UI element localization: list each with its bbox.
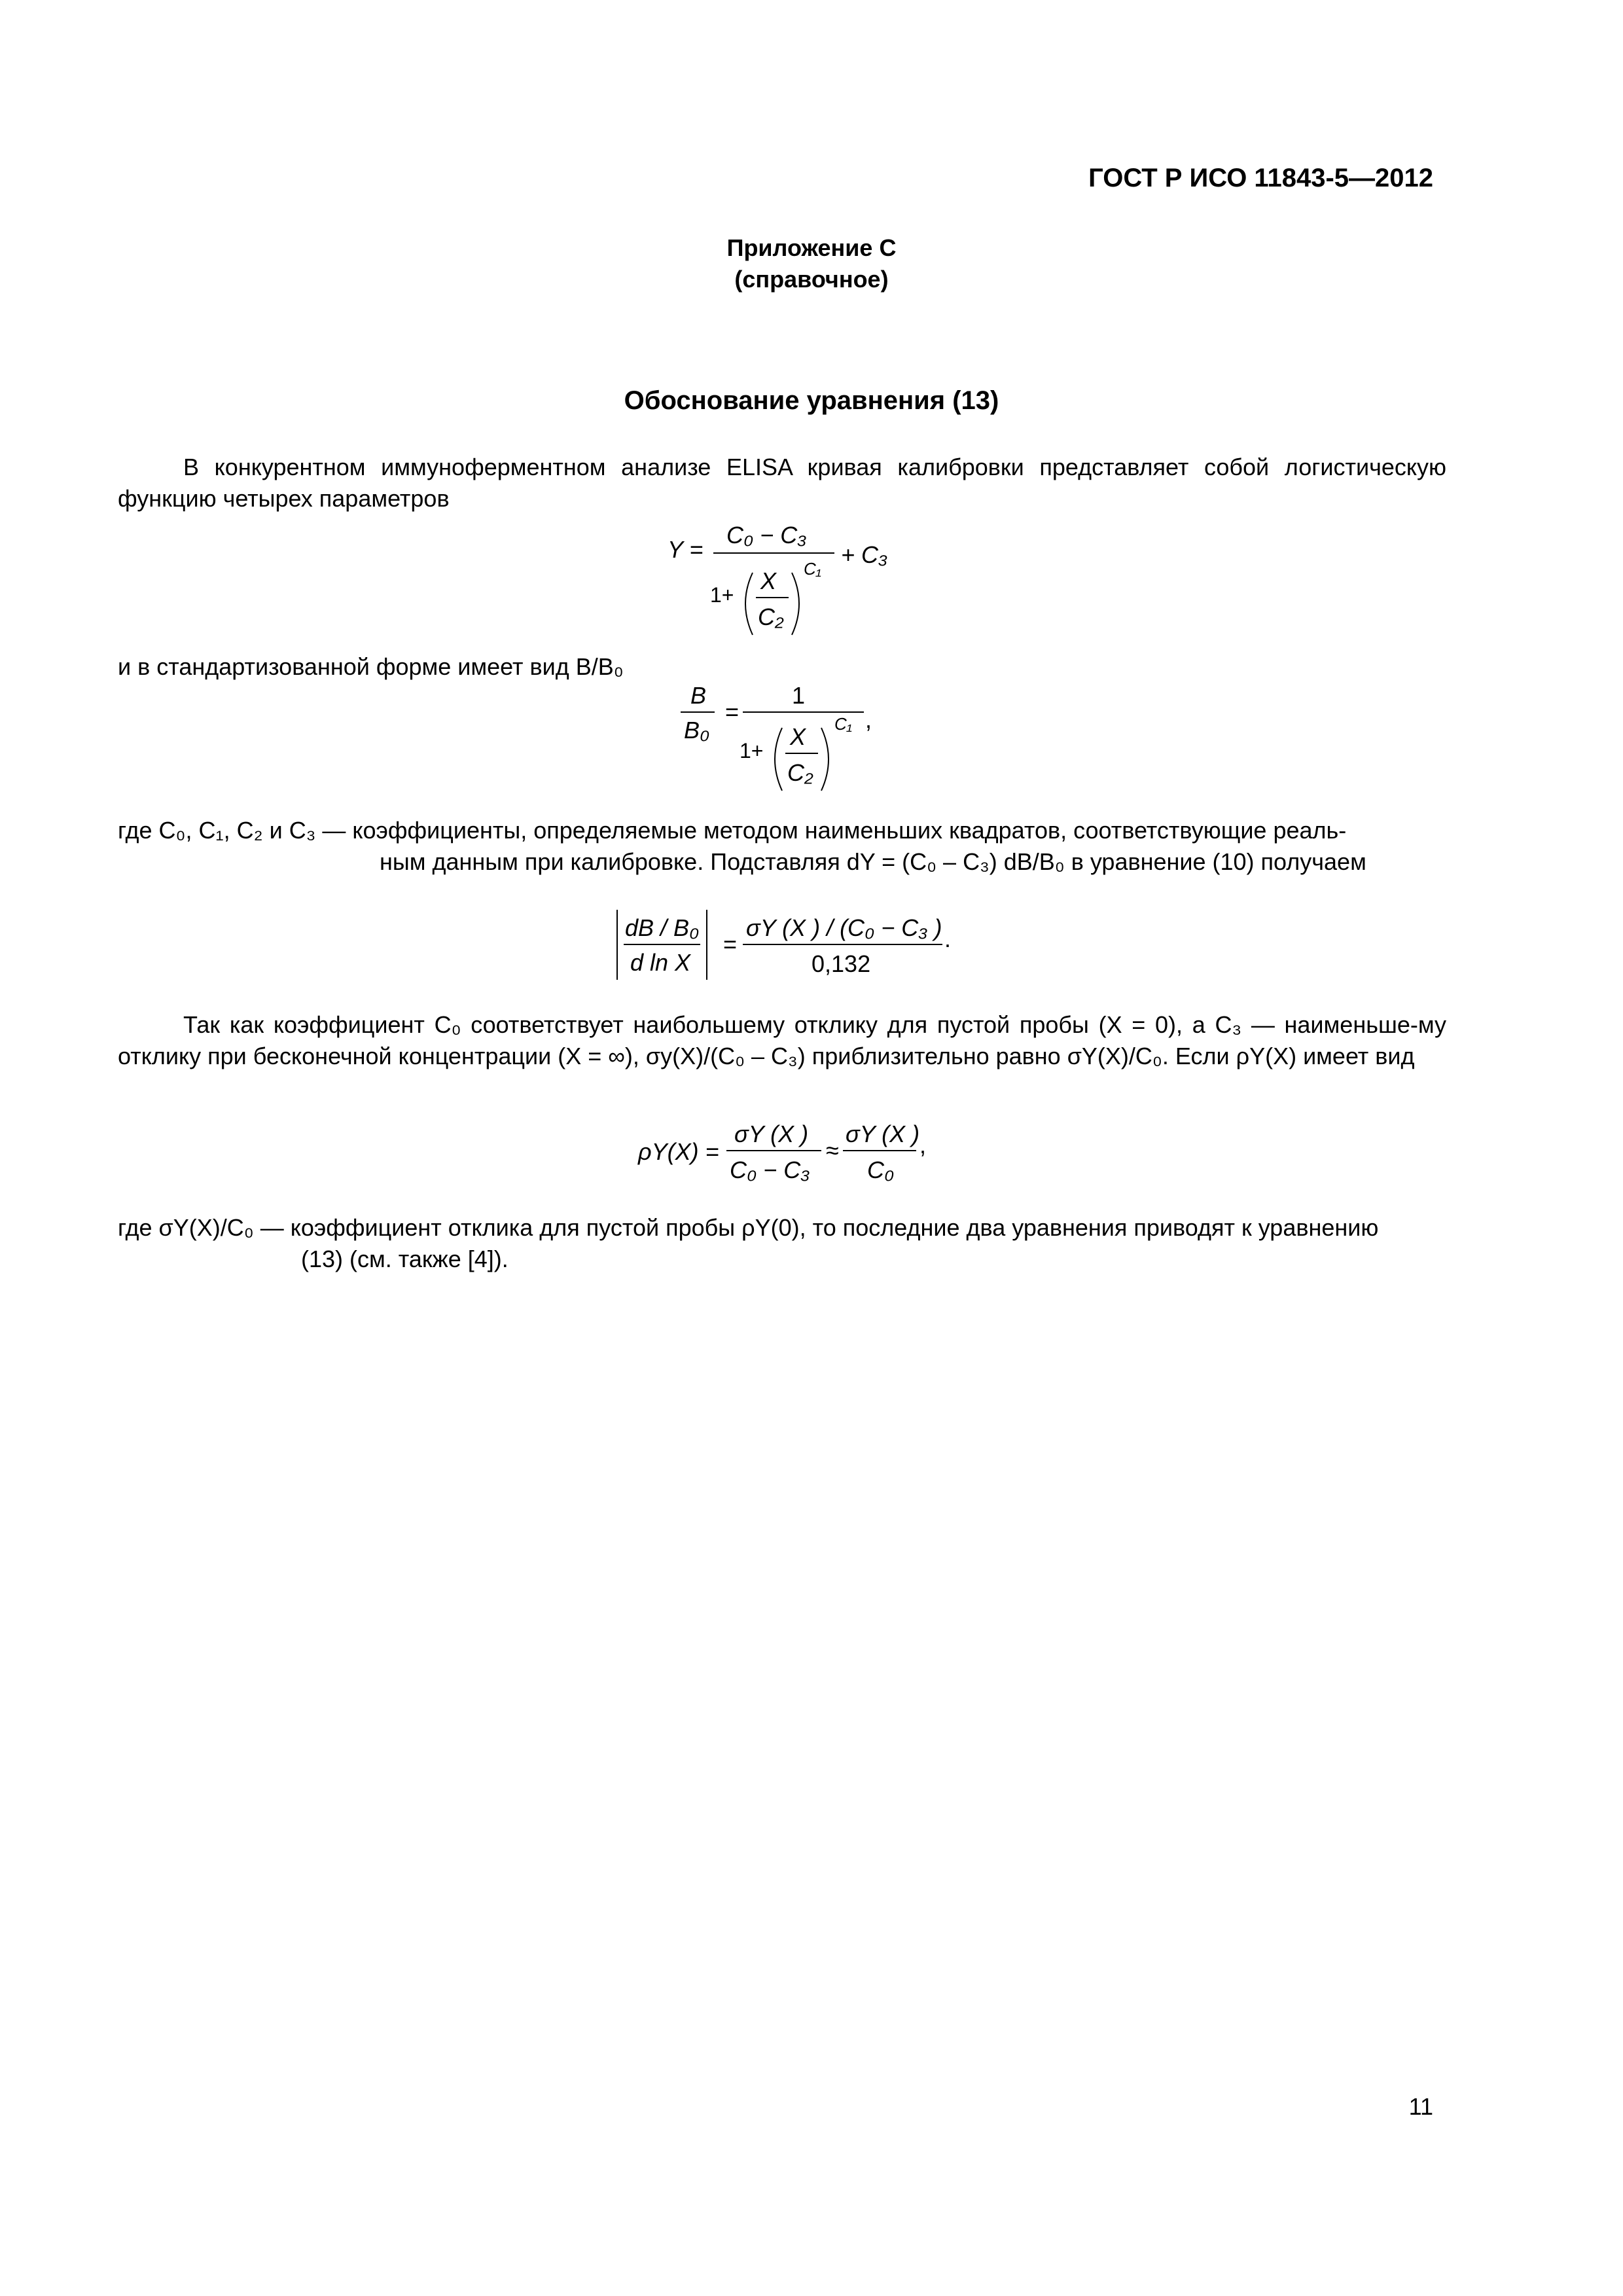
formula-text: . — [944, 925, 952, 952]
formula-text: ρY(X) = — [638, 1138, 719, 1165]
paragraph-standardized: и в стандартизованной форме имеет вид B/B₀ — [118, 653, 624, 680]
formula-text: 1 — [792, 682, 806, 709]
formula-text: X — [790, 723, 806, 750]
formula-text: d ln X — [630, 949, 691, 976]
right-paren — [821, 728, 829, 791]
paragraph-coefficients — [118, 815, 1446, 878]
conclusion-continuation: (13) (см. также [4]). — [301, 1246, 508, 1272]
formula-text: C₂ — [787, 759, 813, 786]
formula-text: ≈ — [826, 1137, 839, 1164]
formula-text: + C₃ — [841, 541, 888, 568]
appendix-name: Приложение С — [726, 234, 897, 261]
appendix-label — [0, 232, 1623, 295]
formula-text: Y = — [668, 536, 704, 563]
formula-text: = — [725, 698, 740, 725]
formula-text: dB / B₀ — [625, 914, 700, 941]
formula-text: 1+ — [740, 739, 764, 762]
formula-text: , — [919, 1132, 927, 1158]
formula-text: σY (X ) / (C₀ − C₃ ) — [746, 914, 942, 941]
formula-text: 0,132 — [812, 950, 871, 977]
appendix-type: (справочное) — [734, 266, 889, 293]
page-number: 11 — [1408, 2093, 1433, 2120]
coefficients-continuation: ным данным при калибровке. Подставляя dY = (C₀ – C₃) dB/B₀ в уравнение (10) получаем — [380, 848, 1366, 875]
paragraph-conclusion — [118, 1212, 1446, 1275]
section-title: Обоснование уравнения (13) — [624, 386, 999, 415]
document-id: ГОСТ Р ИСО 11843-5—2012 — [1088, 164, 1433, 192]
formula-text: X — [760, 567, 777, 594]
formula-text: σY (X ) — [846, 1121, 920, 1147]
left-paren — [745, 573, 753, 635]
formula-text: C₂ — [758, 603, 784, 630]
formula-text: 1+ — [710, 583, 734, 607]
left-paren — [775, 728, 782, 791]
formula-text: σY (X ) — [734, 1121, 809, 1147]
formula-derivative — [612, 906, 952, 985]
formula-text: B — [690, 682, 707, 709]
formula-response-coefficient — [635, 1113, 949, 1191]
formula-text: C₁ — [834, 714, 852, 734]
formula-text: C₀ − C₃ — [726, 522, 807, 548]
formula-text: C₁ — [804, 559, 821, 579]
right-paren — [792, 573, 799, 635]
formula-text: B₀ — [684, 717, 710, 744]
coefficients-lead: где C₀, C₁, C₂ и C₃ — коэффициенты, определяемые методом наименьших квадратов, соответствующие реаль- — [118, 817, 1347, 844]
paragraph-blank-response: Так как коэффициент C₀ соответствует наибольшему отклику для пустой пробы (X = 0), а C₃ — наименьше-му отклику при бесконечной концентрации (X = ∞), σy(X)/(C₀ – C₃) приблизительно равно σY(X)/C₀. Если ρY(X) имеет вид — [118, 1011, 1446, 1069]
formula-text: = — [723, 931, 738, 958]
formula-text: C₀ — [867, 1157, 895, 1183]
conclusion-lead: где σY(X)/C₀ — коэффициент отклика для пустой пробы ρY(0), то последние два уравнения приводят к уравнению — [118, 1214, 1379, 1241]
formula-logistic — [654, 524, 929, 655]
paragraph-intro: В конкурентном иммуноферментном анализе ELISA кривая калибровки представляет собой логистическую функцию четырех параметров — [118, 454, 1446, 512]
formula-standardized — [674, 681, 897, 805]
formula-text: C₀ − C₃ — [730, 1157, 810, 1183]
formula-text: , — [865, 706, 872, 733]
